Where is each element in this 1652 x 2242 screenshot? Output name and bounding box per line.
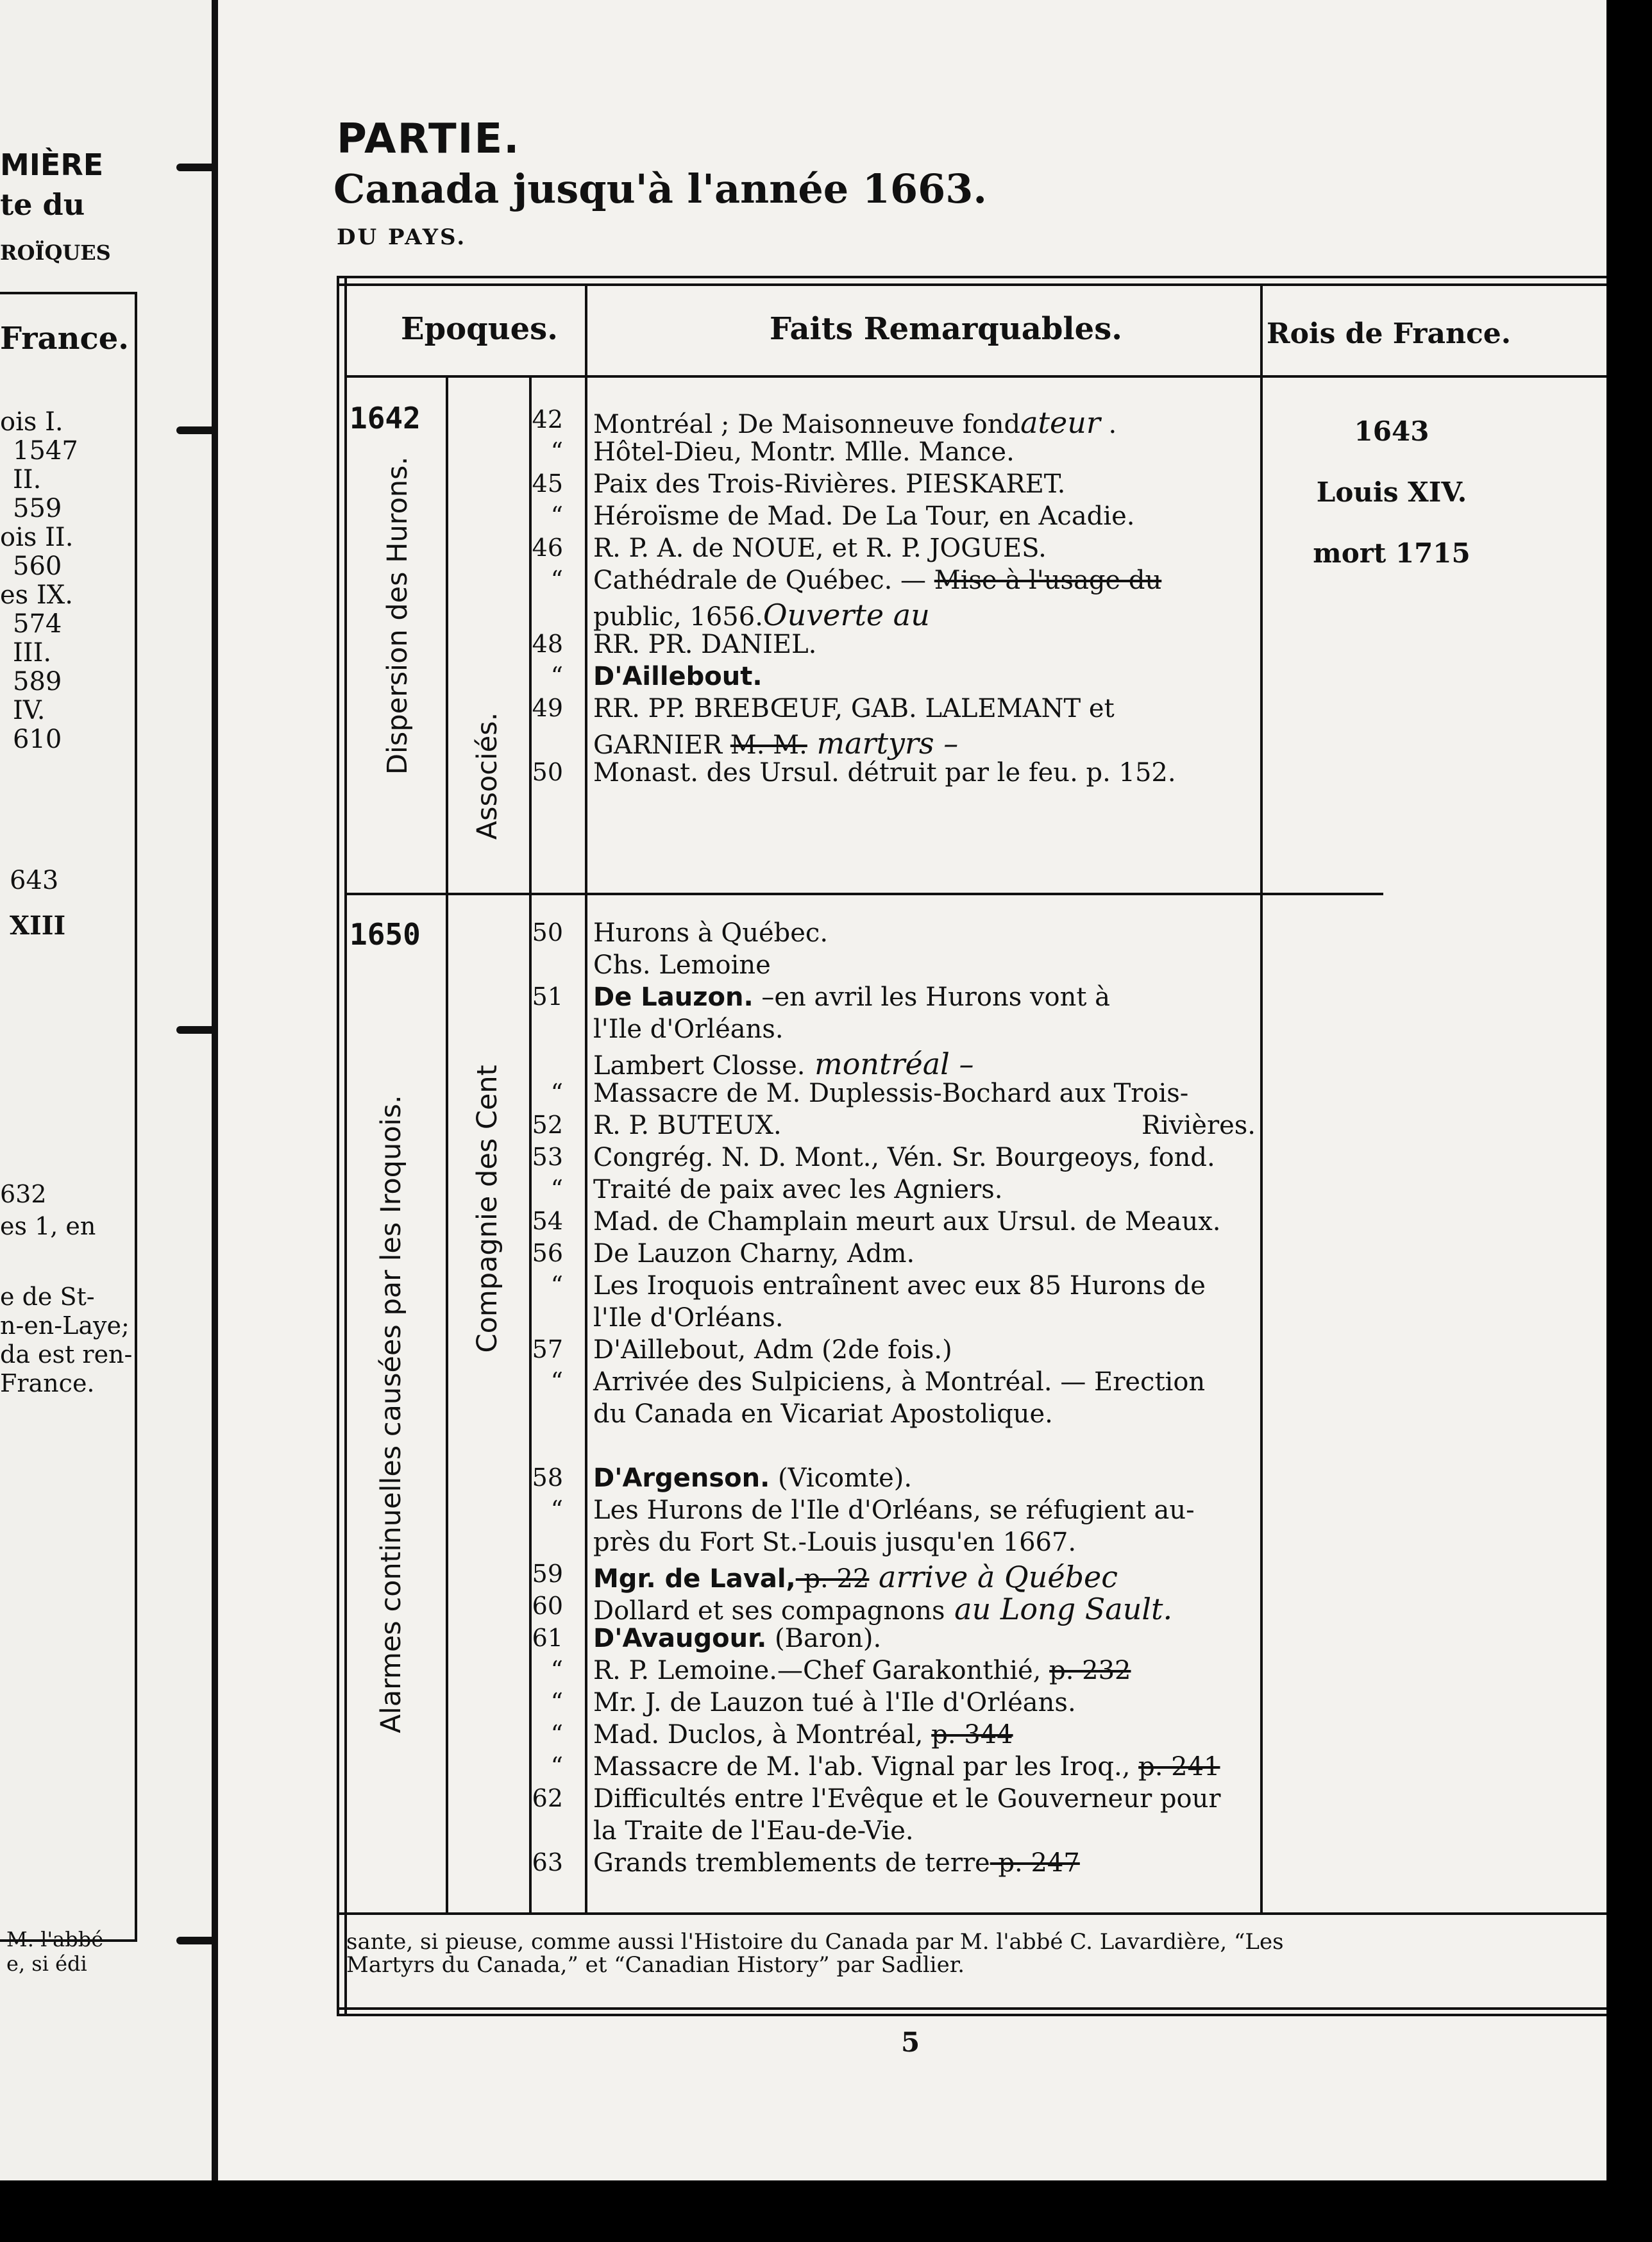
event-line xyxy=(593,1207,1221,1236)
col-sep-epoques xyxy=(585,283,587,1912)
event-year-number: 46 xyxy=(532,534,563,562)
event-year-number: “ xyxy=(550,662,563,690)
event-line xyxy=(593,469,1065,499)
event-year-number: “ xyxy=(550,1496,563,1524)
left-note-line: n-en-Laye; xyxy=(0,1311,130,1340)
event-year-number: 58 xyxy=(532,1463,563,1492)
event-line xyxy=(593,1592,1172,1626)
event-line xyxy=(593,1656,1131,1685)
event-line xyxy=(593,694,1115,723)
left-king-line: II. xyxy=(13,465,42,494)
event-year-number: 57 xyxy=(532,1335,563,1363)
handwritten-annotation: Ouverte au xyxy=(763,598,930,632)
event-line xyxy=(593,1111,782,1140)
event-line xyxy=(593,1752,1220,1782)
handwritten-annotation: au Long Sault. xyxy=(945,1592,1173,1626)
event-line xyxy=(593,1624,881,1653)
col-header-epoques: Epoques. xyxy=(401,311,558,347)
left-king-line: IV. xyxy=(13,696,46,725)
footnote-line-1: sante, si pieuse, comme aussi l'Histoire du Canada par M. l'abbé C. Lavardière, “Les xyxy=(346,1929,1284,1955)
event-year-number: 60 xyxy=(532,1592,563,1620)
event-text: Difficultés entre l'Evêque et le Gouverneur pour xyxy=(593,1784,1221,1814)
left-king-line: III. xyxy=(13,638,52,668)
event-line xyxy=(593,1688,1076,1717)
event-year-number: 52 xyxy=(532,1111,563,1139)
left-king-line: 559 xyxy=(13,494,62,523)
left-king-line: 560 xyxy=(13,552,62,581)
book-spine xyxy=(212,0,218,2242)
event-line xyxy=(593,1720,1013,1749)
event-year-number: 50 xyxy=(532,918,563,947)
event-line xyxy=(593,982,1110,1012)
event-line xyxy=(593,1143,1215,1172)
left-note-line: France. xyxy=(0,1369,95,1397)
event-text: (Vicomte). xyxy=(770,1463,913,1493)
struck-text: p. 247 xyxy=(990,1848,1080,1878)
event-line xyxy=(593,1047,973,1081)
page-subtitle: Canada jusqu'à l'année 1663. xyxy=(333,165,987,212)
left-king-line: 643 xyxy=(10,866,59,895)
event-text: Monast. des Ursul. détruit par le feu. p. 152. xyxy=(593,758,1176,788)
event-year-number: 48 xyxy=(532,630,563,658)
footnote-bottom-rule-2 xyxy=(337,2014,1606,2016)
left-king-line: es IX. xyxy=(0,580,73,610)
event-text: GARNIER xyxy=(593,730,730,760)
left-facing-page xyxy=(0,0,212,2242)
event-line xyxy=(593,630,816,659)
left-col-header: France. xyxy=(0,321,129,357)
event-text: D'Aillebout, Adm (2de fois.) xyxy=(593,1335,952,1365)
event-text: RR. PP. BREBŒUF, GAB. LALEMANT et xyxy=(593,694,1115,723)
event-year-number: 49 xyxy=(532,694,563,722)
left-king-line: 589 xyxy=(13,667,62,696)
event-year-number: “ xyxy=(550,1271,563,1299)
event-year-number: 50 xyxy=(532,758,563,786)
table-top-rule-2 xyxy=(337,283,1606,286)
event-line xyxy=(593,1463,912,1493)
event-text: Arrivée des Sulpiciens, à Montréal. — Erection xyxy=(593,1367,1206,1397)
event-text: R. P. Lemoine.—Chef Garakonthié, xyxy=(593,1656,1050,1685)
king-entry: 1643 xyxy=(1354,416,1429,447)
struck-text: M. M. xyxy=(730,730,807,760)
main-page xyxy=(218,0,1606,2242)
left-footnote-line: M. l'abbé xyxy=(6,1927,104,1951)
struck-text: p. 22 xyxy=(795,1564,870,1594)
left-heading-1: MIÈRE xyxy=(0,148,104,182)
event-year-number: “ xyxy=(550,1752,563,1780)
event-year-number: “ xyxy=(550,1079,563,1107)
event-line xyxy=(593,1848,1080,1878)
left-king-line: 574 xyxy=(13,609,62,639)
event-line xyxy=(593,1271,1206,1301)
footnote xyxy=(346,1930,1284,1976)
event-line xyxy=(593,534,1047,563)
king-entry: mort 1715 xyxy=(1313,537,1471,569)
event-line xyxy=(593,405,1117,440)
event-text: Héroïsme de Mad. De La Tour, en Acadie. xyxy=(593,501,1135,531)
event-line xyxy=(593,1528,1076,1557)
header-bottom-rule xyxy=(344,375,1606,378)
event-text: Massacre de M. Duplessis-Bochard aux Trois- xyxy=(593,1079,1189,1108)
period-dispersion: Dispersion des Hurons. xyxy=(382,456,414,775)
king-entry: Louis XIV. xyxy=(1316,476,1467,508)
left-footnote-line: e, si édi xyxy=(6,1951,87,1976)
event-line xyxy=(593,1560,1118,1594)
col-sep-period xyxy=(446,375,448,1912)
event-year-number: 51 xyxy=(532,982,563,1011)
event-text: Les Iroquois entraînent avec eux 85 Hurons de xyxy=(593,1271,1206,1301)
event-line xyxy=(593,1399,1053,1429)
handwritten-annotation: martyrs – xyxy=(807,726,959,761)
event-line xyxy=(593,1303,784,1333)
event-text: Mr. J. de Lauzon tué à l'Ile d'Orléans. xyxy=(593,1688,1076,1717)
table-top-rule xyxy=(337,276,1606,278)
footnote-bottom-rule xyxy=(337,2007,1606,2010)
event-line xyxy=(593,726,958,761)
event-text: Traité de paix avec les Agniers. xyxy=(593,1175,1003,1204)
event-year-number: 53 xyxy=(532,1143,563,1171)
event-text: Lambert Closse. xyxy=(593,1051,805,1081)
left-note-line: 632 xyxy=(0,1180,47,1208)
event-year-number: 59 xyxy=(532,1560,563,1588)
event-text: R. P. A. de NOUE, et R. P. JOGUES. xyxy=(593,534,1047,563)
event-year-number: 62 xyxy=(532,1784,563,1812)
col-header-rois: Rois de France. xyxy=(1267,317,1512,350)
event-text: Cathédrale de Québec. — xyxy=(593,566,934,595)
year-1650: 1650 xyxy=(350,917,421,952)
event-text: Dollard et ses compagnons xyxy=(593,1596,945,1626)
struck-text: p. 232 xyxy=(1049,1656,1131,1685)
event-year-number: 63 xyxy=(532,1848,563,1876)
part-title: PARTIE. xyxy=(337,115,521,163)
event-text: l'Ile d'Orléans. xyxy=(593,1303,784,1333)
event-text: Mad. Duclos, à Montréal, xyxy=(593,1720,932,1749)
event-line xyxy=(593,1496,1195,1525)
left-king-line: ois II. xyxy=(0,523,74,552)
company-associes: Associés. xyxy=(471,712,503,840)
table-left-rule-2 xyxy=(344,276,347,2014)
left-note-line: da est ren- xyxy=(0,1340,133,1369)
handwritten-annotation: montréal – xyxy=(805,1047,974,1081)
company-cent: Compagnie des Cent xyxy=(471,1065,503,1353)
period-alarmes: Alarmes continuelles causées par les Iroquois. xyxy=(375,1095,407,1733)
event-line xyxy=(593,1079,1188,1108)
left-king-line: XIII xyxy=(10,911,66,941)
event-text: Paix des Trois-Rivières. PIESKARET. xyxy=(593,469,1066,499)
event-year-number: “ xyxy=(550,1720,563,1748)
event-bold-name: D'Aillebout. xyxy=(593,662,763,691)
event-text: R. P. BUTEUX. xyxy=(593,1111,782,1140)
event-line xyxy=(593,662,763,691)
struck-text: Mise à l'usage du xyxy=(934,566,1162,595)
event-year-number: “ xyxy=(550,437,563,466)
event-text: RR. PR. DANIEL. xyxy=(593,630,817,659)
event-text: Congrég. N. D. Mont., Vén. Sr. Bourgeoys, fond. xyxy=(593,1143,1215,1172)
handwritten-annotation: arrive à Québec xyxy=(869,1560,1118,1594)
event-line xyxy=(593,501,1134,531)
event-line xyxy=(593,1367,1205,1397)
event-line xyxy=(593,918,828,948)
event-year-number: “ xyxy=(550,1656,563,1684)
event-text: Montréal ; De Maisonneuve fond xyxy=(593,410,1021,439)
event-text: la Traite de l'Eau-de-Vie. xyxy=(593,1816,914,1846)
left-king-line: ois I. xyxy=(0,407,63,437)
event-line xyxy=(593,1015,784,1044)
footnote-line-2: Martyrs du Canada,” et “Canadian History” par Sadlier. xyxy=(346,1952,965,1978)
event-year-number: “ xyxy=(550,1367,563,1395)
scan-right-border xyxy=(1606,0,1652,2242)
year-1642: 1642 xyxy=(350,401,421,435)
left-heading-3: ROÏQUES xyxy=(0,240,111,265)
event-text: Massacre de M. l'ab. Vignal par les Iroq., xyxy=(593,1752,1139,1782)
event-line xyxy=(593,437,1015,467)
event-text: Grands tremblements de terre xyxy=(593,1848,990,1878)
event-year-number: 42 xyxy=(532,405,563,434)
event-line xyxy=(593,598,930,632)
event-bold-name: De Lauzon. xyxy=(593,982,754,1012)
event-text: Hôtel-Dieu, Montr. Mlle. Mance. xyxy=(593,437,1015,467)
event-line xyxy=(593,1239,914,1268)
event-line xyxy=(593,1816,914,1846)
event-text: l'Ile d'Orléans. xyxy=(593,1015,784,1044)
event-year-number: “ xyxy=(550,1688,563,1716)
struck-text: p. 241 xyxy=(1138,1752,1220,1782)
du-pays-label: DU PAYS. xyxy=(337,224,467,250)
event-text: De Lauzon Charny, Adm. xyxy=(593,1239,915,1268)
event-text: Hurons à Québec. xyxy=(593,918,829,948)
event-line xyxy=(593,1784,1220,1814)
left-king-line: 610 xyxy=(13,725,62,754)
event-year-number: “ xyxy=(550,1175,563,1203)
event-text: (Baron). xyxy=(766,1624,882,1653)
event-bold-name: Mgr. de Laval, xyxy=(593,1564,796,1594)
event-text: –en avril les Hurons vont à xyxy=(753,982,1111,1012)
event-year-number: 56 xyxy=(532,1239,563,1267)
handwritten-annotation: ateur xyxy=(1020,405,1100,440)
event-line xyxy=(593,950,771,980)
table-left-rule xyxy=(337,276,339,2014)
event-bold-name: D'Argenson. xyxy=(593,1463,770,1493)
event-right-text: Rivières. xyxy=(1142,1111,1256,1140)
event-text: près du Fort St.-Louis jusqu'en 1667. xyxy=(593,1528,1077,1557)
event-year-number: 54 xyxy=(532,1207,563,1235)
page-number: 5 xyxy=(901,2027,920,2058)
event-year-number: “ xyxy=(550,566,563,594)
event-line xyxy=(593,1175,1002,1204)
event-year-number: 61 xyxy=(532,1624,563,1652)
event-year-number: 45 xyxy=(532,469,563,498)
left-heading-2: te du xyxy=(0,187,85,222)
table-bottom-rule xyxy=(337,1912,1606,1915)
event-text: du Canada en Vicariat Apostolique. xyxy=(593,1399,1053,1429)
scan-bottom-border xyxy=(0,2180,1652,2242)
left-king-line: 1547 xyxy=(13,436,78,466)
event-bold-name: D'Avaugour. xyxy=(593,1624,767,1653)
event-text: Chs. Lemoine xyxy=(593,950,771,980)
event-line xyxy=(593,758,1176,788)
event-text: . xyxy=(1100,410,1117,439)
event-line xyxy=(593,1335,952,1365)
event-text: Les Hurons de l'Ile d'Orléans, se réfugient au- xyxy=(593,1496,1195,1525)
col-sep-faits xyxy=(1260,283,1263,1912)
event-text: Mad. de Champlain meurt aux Ursul. de Meaux. xyxy=(593,1207,1221,1236)
col-header-faits: Faits Remarquables. xyxy=(770,311,1122,347)
left-note-line: es 1, en xyxy=(0,1212,96,1240)
event-line xyxy=(593,566,1161,595)
event-text: public, 1656. xyxy=(593,602,763,632)
event-year-number: “ xyxy=(550,501,563,530)
struck-text: p. 344 xyxy=(931,1720,1013,1749)
left-note-line: e de St- xyxy=(0,1283,95,1311)
